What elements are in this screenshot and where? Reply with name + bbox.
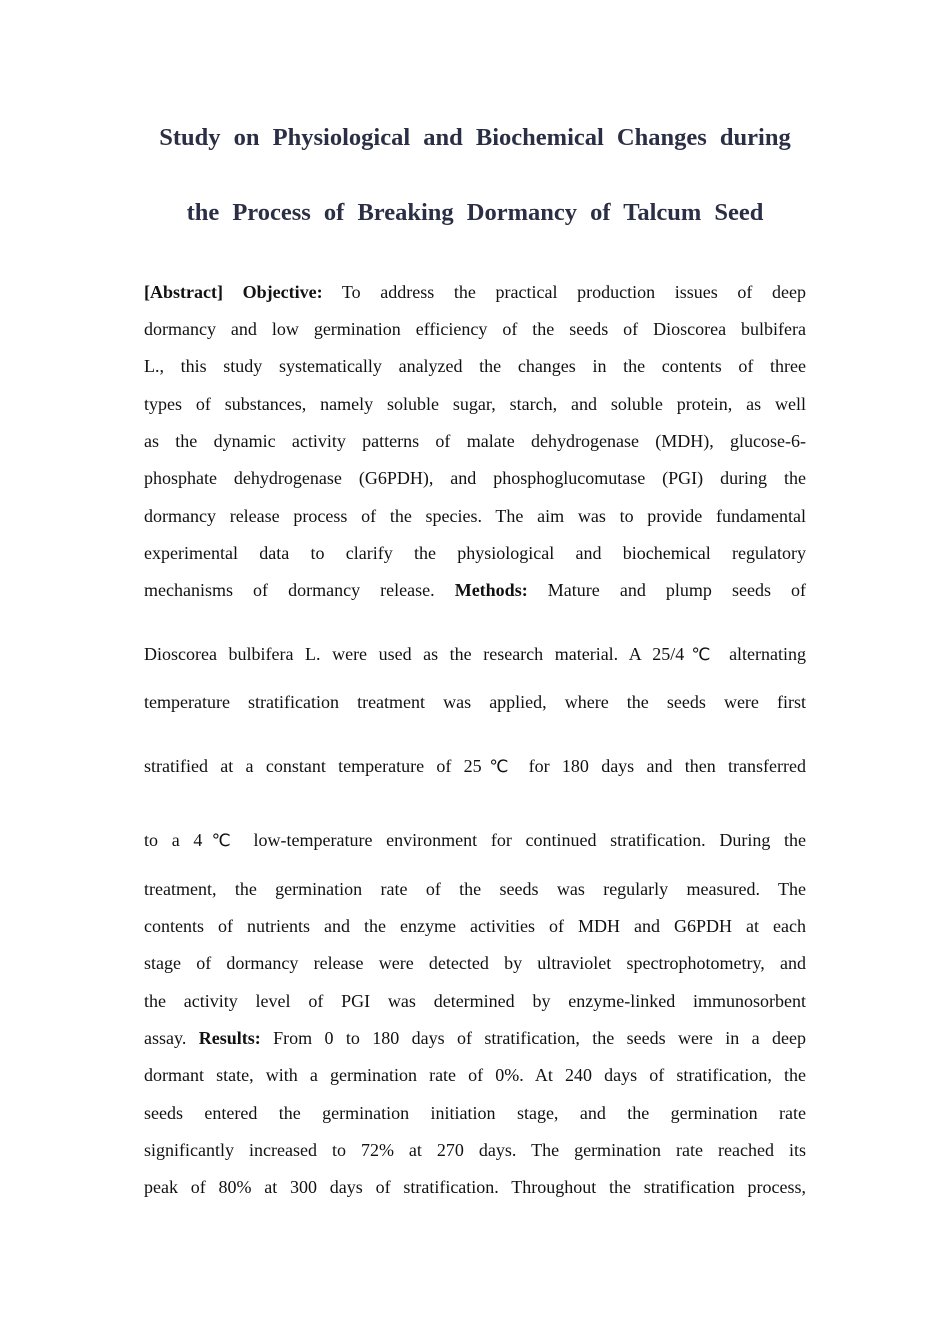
abstract-label: [Abstract]	[144, 282, 223, 302]
abstract-text: From 0 to 180 days of stratification, the seeds were in a deep	[273, 1028, 807, 1048]
abstract-line-16: stage of dormancy release were detected by ultraviolet spectrophotometry, and	[144, 953, 806, 973]
abstract-line-22: peak of 80% at 300 days of stratification. Throughout the stratification process,	[144, 1177, 806, 1197]
abstract-text: assay.	[144, 1028, 187, 1048]
abstract-text: for 180 days and then transferred	[528, 756, 806, 776]
abstract-line-6: phosphate dehydrogenase (G6PDH), and phosphoglucomutase (PGI) during the	[144, 468, 806, 488]
abstract-line-18	[144, 1027, 806, 1049]
abstract-line-2: dormancy and low germination efficiency of the seeds of Dioscorea bulbifera	[144, 319, 806, 339]
abstract-text: stratified at a constant temperature of 25	[144, 756, 482, 776]
paper-title-line-1: Study on Physiological and Biochemical Changes during	[159, 124, 791, 151]
abstract-text: low-temperature environment for continued stratification. During the	[253, 830, 806, 850]
methods-label: Methods:	[454, 580, 528, 600]
abstract-line-7: dormancy release process of the species. The aim was to provide fundamental	[144, 506, 806, 526]
abstract-line-5: as the dynamic activity patterns of malate dehydrogenase (MDH), glucose-6-	[144, 431, 806, 451]
paper-title-line-2: the Process of Breaking Dormancy of Talcum Seed	[186, 199, 764, 226]
abstract-text: To address the practical production issues of deep	[341, 282, 806, 302]
abstract-line-15: contents of nutrients and the enzyme activities of MDH and G6PDH at each	[144, 916, 806, 936]
abstract-line-19: dormant state, with a germination rate of 0%. At 240 days of stratification, the	[144, 1065, 806, 1085]
abstract-line-9	[144, 579, 806, 601]
abstract-line-4: types of substances, namely soluble sugar, starch, and soluble protein, as well	[144, 394, 806, 414]
abstract-text: Dioscorea bulbifera L. were used as the research material. A 25/4	[144, 644, 685, 664]
degree-celsius-symbol: ℃	[481, 757, 517, 777]
abstract-text: alternating	[729, 644, 807, 664]
abstract-line-8: experimental data to clarify the physiological and biochemical regulatory	[144, 543, 806, 563]
abstract-line-10	[144, 643, 806, 666]
abstract-text: mechanisms of dormancy release.	[144, 580, 435, 600]
abstract-line-17: the activity level of PGI was determined by enzyme-linked immunosorbent	[144, 991, 806, 1011]
abstract-line-11: temperature stratification treatment was applied, where the seeds were first	[144, 692, 806, 712]
degree-celsius-symbol: ℃	[202, 831, 240, 851]
abstract-line-1	[144, 281, 806, 303]
results-label: Results:	[198, 1028, 261, 1048]
abstract-text: Mature and plump seeds of	[547, 580, 807, 600]
abstract-line-3: L., this study systematically analyzed the changes in the contents of three	[144, 356, 806, 376]
abstract-text: to a 4	[144, 830, 203, 850]
degree-celsius-symbol: ℃	[684, 645, 718, 665]
abstract-line-20: seeds entered the germination initiation stage, and the germination rate	[144, 1103, 806, 1123]
abstract-line-13	[144, 829, 806, 852]
abstract-line-14: treatment, the germination rate of the seeds was regularly measured. The	[144, 879, 806, 899]
objective-label: Objective:	[242, 282, 323, 302]
abstract-line-21: significantly increased to 72% at 270 days. The germination rate reached its	[144, 1140, 806, 1160]
abstract-line-12	[144, 755, 806, 778]
